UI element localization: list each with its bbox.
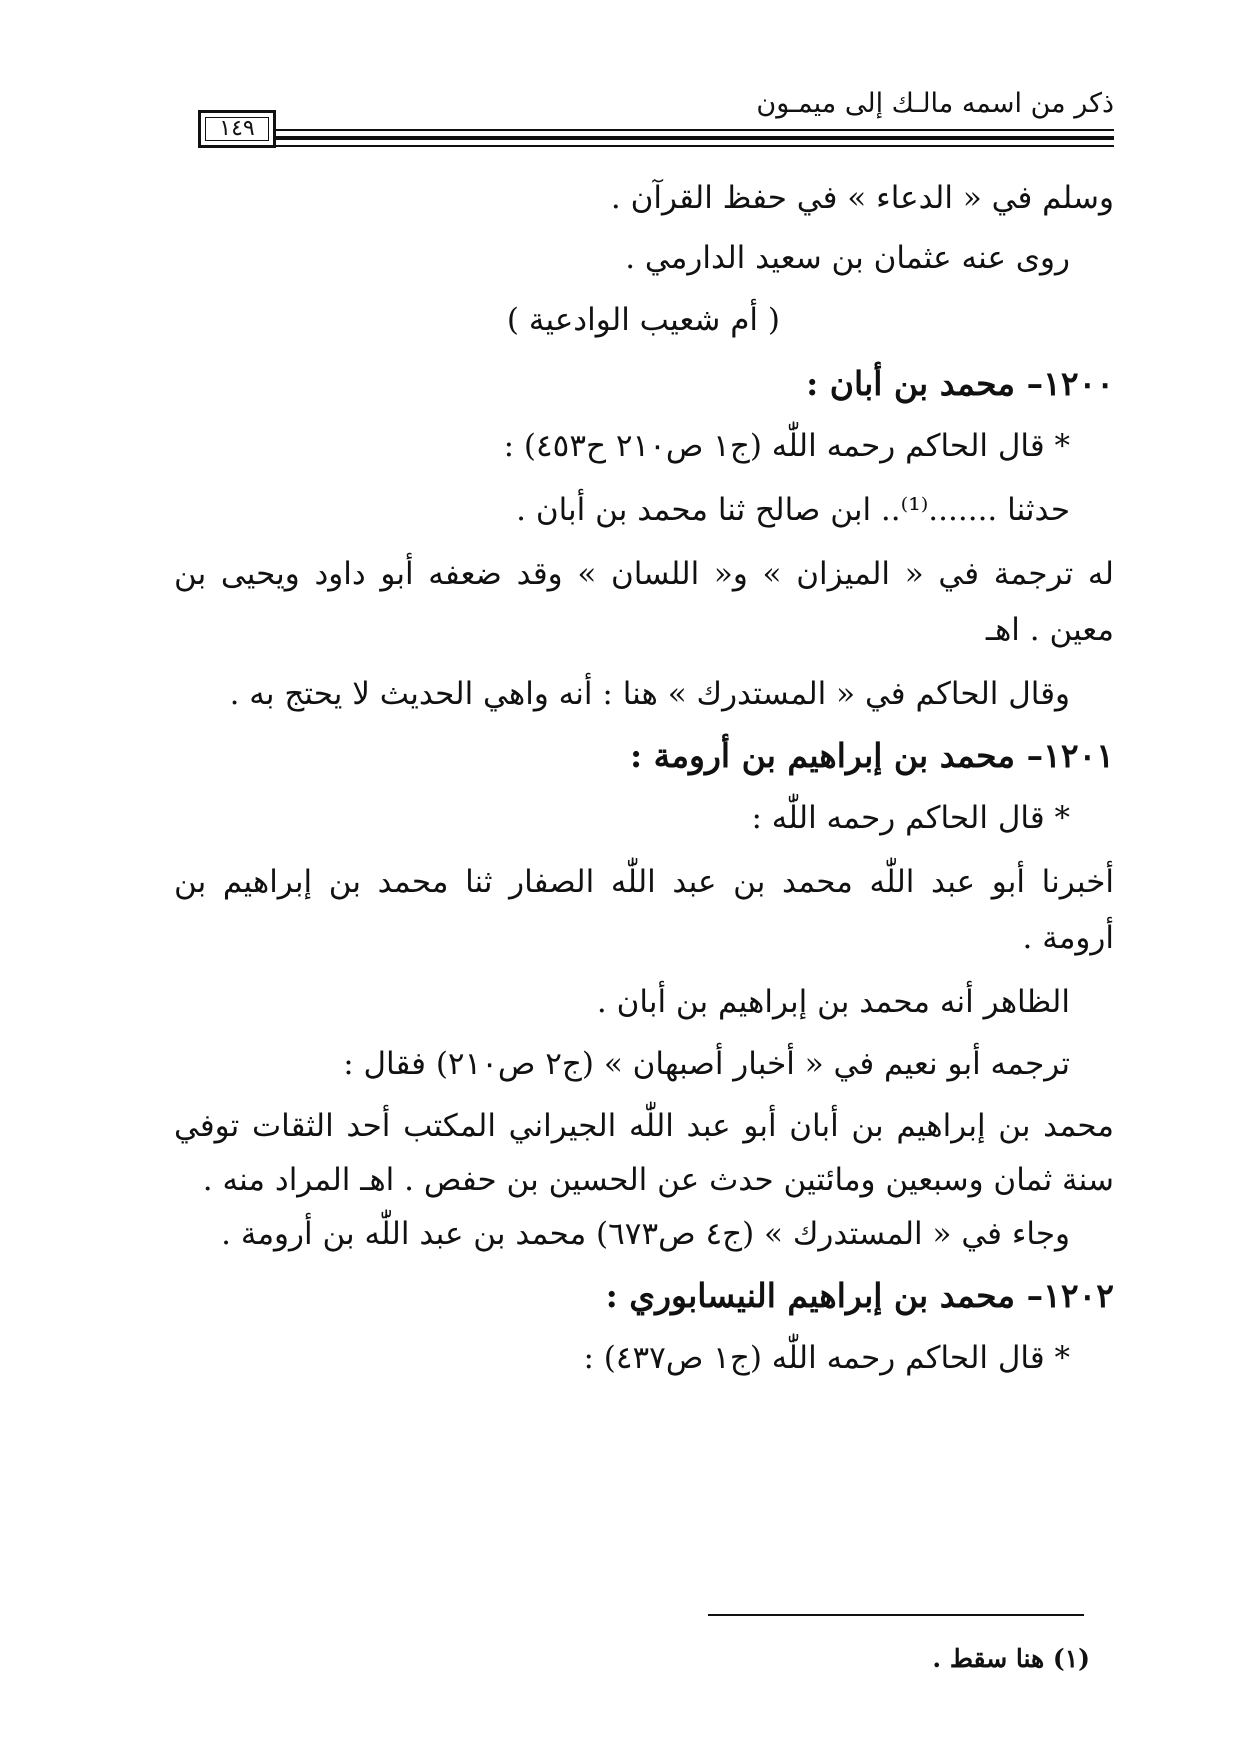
- text-line: له ترجمة في « الميزان » و« اللسان » وقد ضعفه أبو داود ويحيى بن: [174, 556, 1114, 592]
- text-line: * قال الحاكم رحمه اللّٰه :: [751, 800, 1070, 836]
- running-header-title: ذكر من اسمه مالـك إلى ميمـون: [756, 88, 1114, 119]
- footnote-separator: [708, 1614, 1084, 1616]
- text-line: ترجمه أبو نعيم في « أخبار أصبهان » (ج٢ ص٢١٠) فقال :: [343, 1046, 1070, 1082]
- subject-note: ( أم شعيب الوادعية ): [506, 302, 780, 338]
- entry-heading-1201: ١٢٠١– محمد بن إبراهيم بن أرومة :: [630, 736, 1114, 775]
- header-rule-bottom: [276, 145, 1114, 147]
- text-line: وسلم في « الدعاء » في حفظ القرآن .: [610, 180, 1114, 216]
- header-rule-thick: [276, 136, 1114, 140]
- text-line: * قال الحاكم رحمه اللّٰه (ج١ ص٤٣٧) :: [583, 1340, 1070, 1376]
- entry-heading-1202: ١٢٠٢– محمد بن إبراهيم النيسابوري :: [605, 1276, 1114, 1315]
- text-line: محمد بن إبراهيم بن أبان أبو عبد اللّٰه الجيراني المكتب أحد الثقات توفي: [174, 1108, 1114, 1144]
- footnote: (١) هنا سقط .: [932, 1644, 1090, 1673]
- page-number: ١٤٩: [198, 110, 276, 148]
- text-line: وجاء في « المستدرك » (ج٤ ص٦٧٣) محمد بن عبد اللّٰه بن أرومة .: [221, 1216, 1070, 1252]
- header-rule-top: [276, 129, 1114, 131]
- text-line: روى عنه عثمان بن سعيد الدارمي .: [625, 240, 1070, 276]
- text-line: حدثنا .......⁽¹⁾.. ابن صالح ثنا محمد بن أبان .: [516, 492, 1070, 528]
- text-line: معين . اهـ: [985, 612, 1114, 648]
- text-line: سنة ثمان وسبعين ومائتين حدث عن الحسين بن حفص . اهـ المراد منه .: [202, 1162, 1114, 1198]
- entry-heading-1200: ١٢٠٠– محمد بن أبان :: [806, 364, 1114, 403]
- text-line: الظاهر أنه محمد بن إبراهيم بن أبان .: [596, 984, 1070, 1020]
- text-line: وقال الحاكم في « المستدرك » هنا : أنه واهي الحديث لا يحتج به .: [229, 676, 1070, 712]
- text-line: أخبرنا أبو عبد اللّٰه محمد بن عبد اللّٰه الصفار ثنا محمد بن إبراهيم بن: [174, 864, 1114, 900]
- text-line: أرومة .: [1022, 920, 1114, 956]
- text-line: * قال الحاكم رحمه اللّٰه (ج١ ص٢١٠ ح٤٥٣) :: [503, 428, 1070, 464]
